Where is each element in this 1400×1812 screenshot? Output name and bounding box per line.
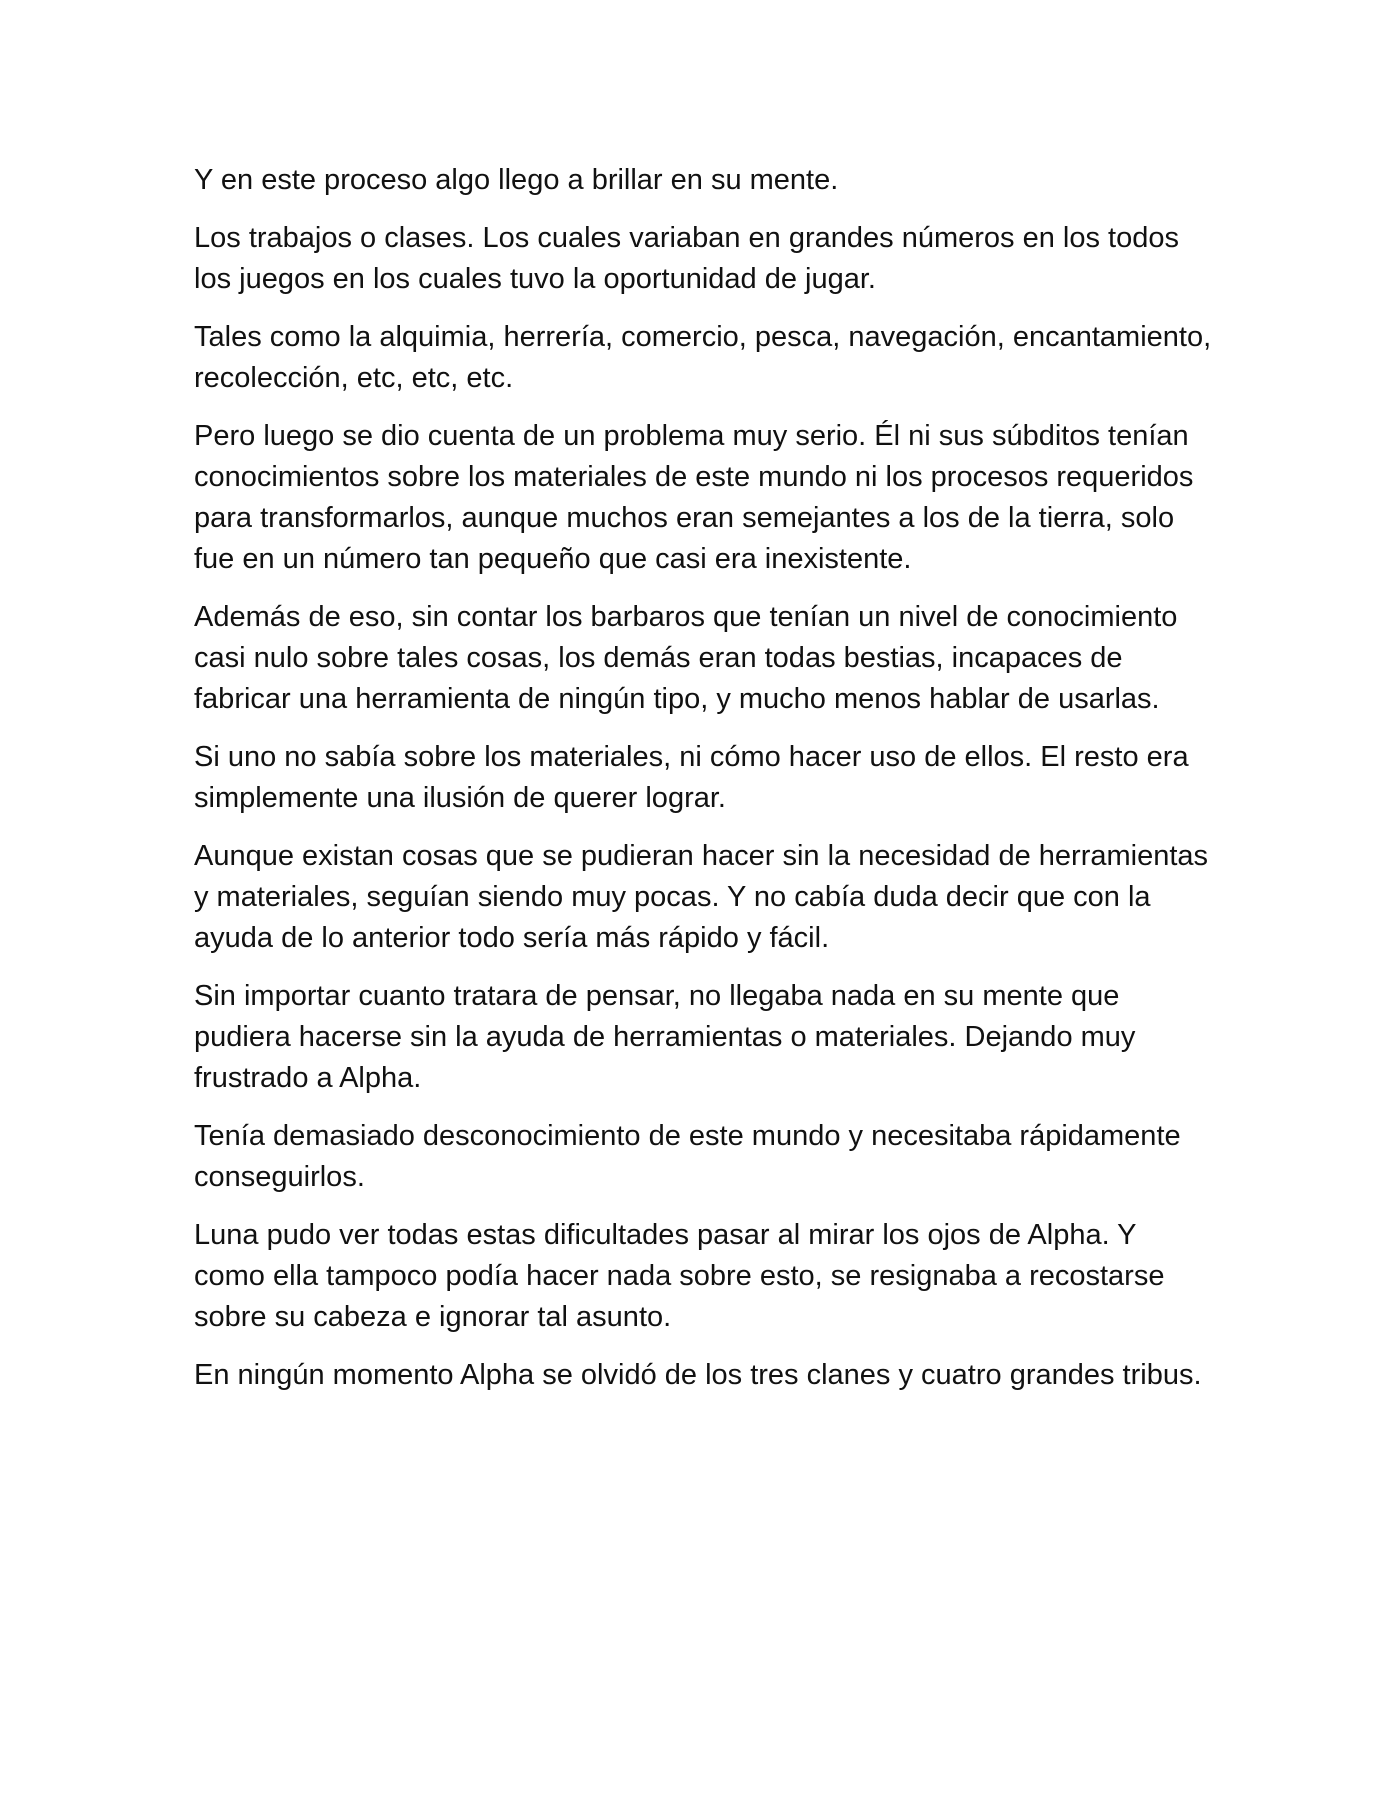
paragraph-6: Si uno no sabía sobre los materiales, ni cómo hacer uso de ellos. El resto era simplemente una ilusión de querer lograr. [194, 741, 1189, 814]
paragraph-10: Luna pudo ver todas estas dificultades pasar al mirar los ojos de Alpha. Y como ella tampoco podía hacer nada sobre esto, se resignaba a recostarse sobre su cabeza e ignorar tal asunto. [194, 1219, 1165, 1333]
document-body [194, 160, 1214, 1413]
paragraph-5: Además de eso, sin contar los barbaros que tenían un nivel de conocimiento casi nulo sobre tales cosas, los demás eran todas bestias, incapaces de fabricar una herramienta de ningún tipo, y mucho menos hablar de usarlas. [194, 601, 1178, 715]
paragraph-9: Tenía demasiado desconocimiento de este mundo y necesitaba rápidamente conseguirlos. [194, 1120, 1181, 1193]
paragraph-8: Sin importar cuanto tratara de pensar, no llegaba nada en su mente que pudiera hacerse sin la ayuda de herramientas o materiales. Dejando muy frustrado a Alpha. [194, 980, 1136, 1094]
paragraph-1: Y en este proceso algo llego a brillar en su mente. [194, 164, 839, 196]
paragraph-11: En ningún momento Alpha se olvidó de los tres clanes y cuatro grandes tribus. [194, 1359, 1202, 1391]
paragraph-7: Aunque existan cosas que se pudieran hacer sin la necesidad de herramientas y materiales, seguían siendo muy pocas. Y no cabía duda decir que con la ayuda de lo anterior todo sería más rápido y fácil. [194, 840, 1209, 954]
paragraph-3: Tales como la alquimia, herrería, comercio, pesca, navegación, encantamiento, recolección, etc, etc, etc. [194, 321, 1212, 394]
paragraph-2: Los trabajos o clases. Los cuales variaban en grandes números en los todos los juegos en los cuales tuvo la oportunidad de jugar. [194, 222, 1179, 295]
paragraph-4: Pero luego se dio cuenta de un problema muy serio. Él ni sus súbditos tenían conocimientos sobre los materiales de este mundo ni los procesos requeridos para transformarlos, aunque muchos eran semejantes a los de la tierra, solo fue en un número tan pequeño que casi era inexistente. [194, 420, 1194, 575]
